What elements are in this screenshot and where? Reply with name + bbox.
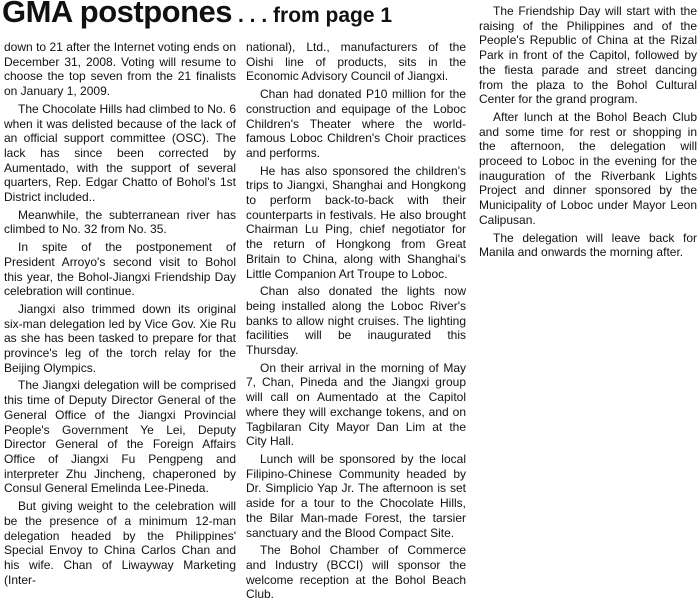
headline-continuation: . . . from page 1 xyxy=(238,4,393,27)
paragraph: Meanwhile, the subterranean river has climbed to No. 32 from No. 35. xyxy=(4,207,236,237)
article-column-1 xyxy=(4,40,236,607)
paragraph: On their arrival in the morning of May 7, Chan, Pineda and the Jiangxi group will call on Aumentado at the Capitol where they will exchange tokens, and on Tagbilaran City Mayor Dan Lim at the City Hall. xyxy=(246,360,466,449)
paragraph: But giving weight to the celebration will be the presence of a minimum 12-man delegation headed by the Philippines' Special Envoy to China Carlos Chan and his wife. Chan of Liwayway Marketing (Inter- xyxy=(4,499,236,587)
headline-main: GMA postpones xyxy=(2,0,233,29)
paragraph: Chan had donated P10 million for the construction and equipage of the Loboc Children's Theater where the world-famous Loboc Children's Choir practices and performs. xyxy=(246,87,466,160)
headline xyxy=(2,0,472,34)
paragraph: He has also sponsored the children's trips to Jiangxi, Shanghai and Hongkong to perform back-to-back with their counterparts in festivals. He also brought Chairman Lu Ping, chief negotiator for the return of Hongkong from Great Britain to China, along with Shanghai's Little Companion Art Troupe to Loboc. xyxy=(246,163,466,281)
paragraph: The Jiangxi delegation will be comprised this time of Deputy Director General of the General Office of the Jiangxi Provincial People's Government Ye Lei, Deputy Director General of the Foreign Affairs Office of Jiangxi Fu Pengpeng and interpreter Zhu Jincheng, chaperoned by Consul General Emelinda Lee-Pineda. xyxy=(4,378,236,496)
article-column-2 xyxy=(246,40,466,607)
paragraph: The Bohol Chamber of Commerce and Industry (BCCI) will sponsor the welcome reception at the Bohol Beach Club. xyxy=(246,543,466,602)
paragraph: down to 21 after the Internet voting ends on December 31, 2008. Voting will resume to choose the top seven from the 21 finalists on January 1, 2009. xyxy=(4,40,236,99)
article-column-3 xyxy=(479,4,697,304)
paragraph: The Friendship Day will start with the raising of the Philippines and of the People's Republic of China at the Rizal Park in front of the Capitol, followed by the fiesta parade and street dancing from the plaza to the Bohol Cultural Center for the grand program. xyxy=(479,4,697,107)
paragraph: Jiangxi also trimmed down its original six-man delegation led by Vice Gov. Xie Ru as she has been tasked to prepare for that province's leg of the torch relay for the Beijing Olympics. xyxy=(4,301,236,375)
paragraph: In spite of the postponement of President Arroyo's second visit to Bohol this year, the Bohol-Jiangxi Friendship Day celebration will continue. xyxy=(4,240,236,299)
paragraph: The delegation will leave back for Manila and onwards the morning after. xyxy=(479,230,697,260)
paragraph: Lunch will be sponsored by the local Filipino-Chinese Community headed by Dr. Simplicio Yap Jr. The afternoon is set aside for a tour to the Chocolate Hills, the Bilar Man-made Forest, the tarsier sanctuary and the Blood Compact Site. xyxy=(246,451,466,540)
paragraph: Chan also donated the lights now being installed along the Loboc River's banks to allow night cruises. The lighting facilities will be inaugurated this Thursday. xyxy=(246,284,466,358)
paragraph: The Chocolate Hills had climbed to No. 6 when it was delisted because of the lack of an official support committee (OSC). The lack has since been corrected by Aumentado, with the support of several quarters, Rep. Edgar Chatto of Bohol's 1st District included.. xyxy=(4,101,236,205)
paragraph: national), Ltd., manufacturers of the Oishi line of products, sits in the Economic Advisory Council of Jiangxi. xyxy=(246,40,466,84)
paragraph: After lunch at the Bohol Beach Club and some time for rest or shopping in the afternoon, the delegation will proceed to Loboc in the evening for the inauguration of the Riverbank Lights Project and dinner sponsored by the Municipality of Loboc under Mayor Leon Calipusan. xyxy=(479,109,697,227)
